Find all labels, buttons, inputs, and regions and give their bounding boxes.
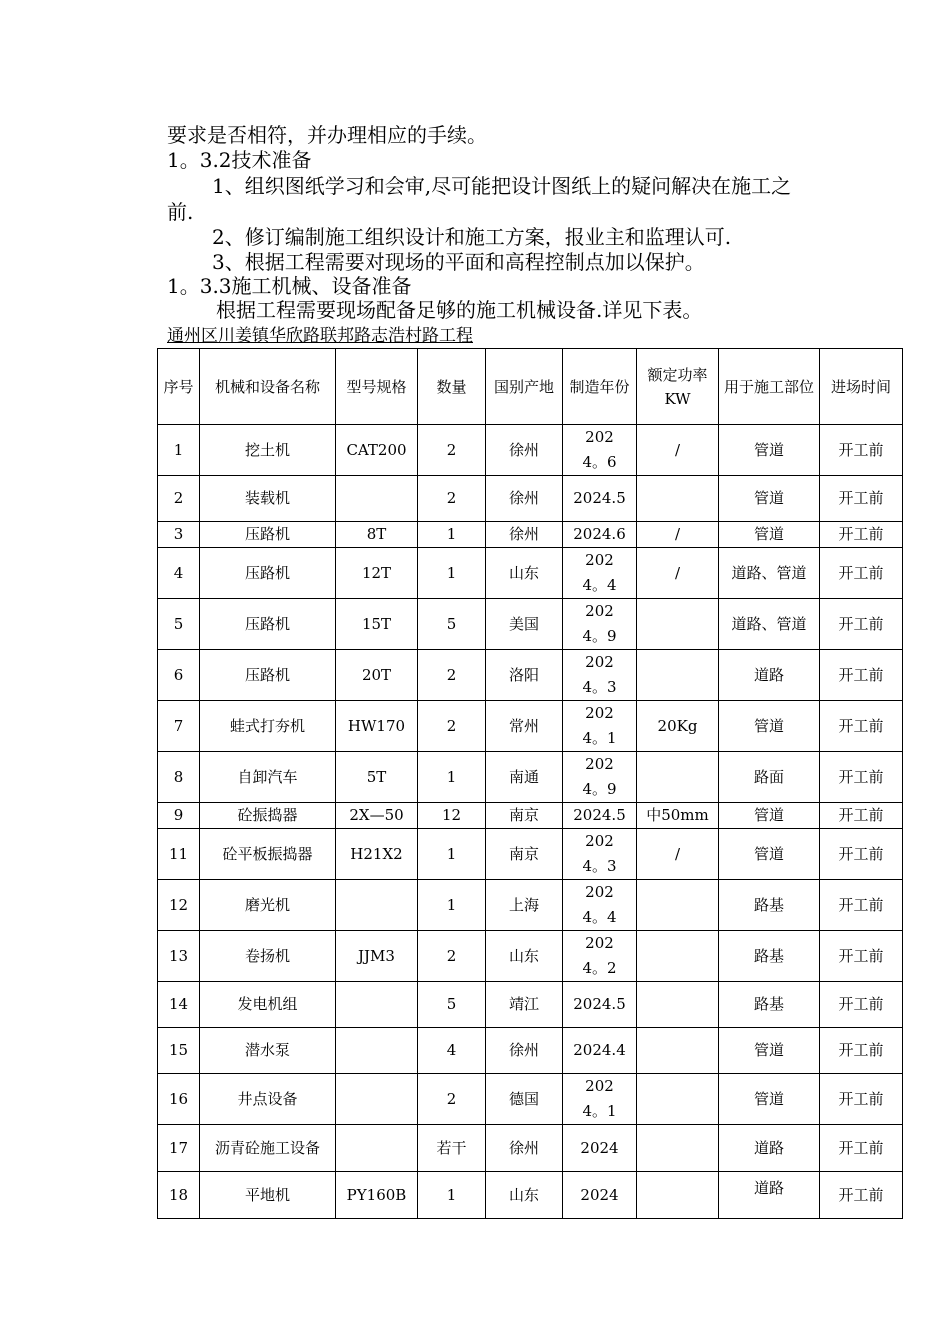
table-cell: 发电机组	[200, 982, 336, 1028]
table-cell	[637, 650, 719, 701]
section-heading: 1。3.3施工机械、设备准备	[167, 274, 412, 298]
table-row	[158, 522, 903, 548]
table-cell: 蛙式打夯机	[200, 701, 336, 752]
table-cell: 开工前	[820, 829, 903, 880]
table-cell: 山东	[486, 548, 563, 599]
paragraph-line: 2、修订编制施工组织设计和施工方案，报业主和监理认可.	[212, 225, 732, 249]
table-row	[158, 803, 903, 829]
table-cell: 2024.5	[563, 476, 637, 522]
table-cell: 砼振捣器	[200, 803, 336, 829]
table-cell: 18	[158, 1172, 200, 1219]
table-cell: 20T	[336, 650, 418, 701]
table-cell: 2024。6	[563, 425, 637, 476]
table-cell: 12	[418, 803, 486, 829]
table-cell	[637, 752, 719, 803]
table-cell	[336, 1028, 418, 1074]
table-cell: 17	[158, 1125, 200, 1172]
table-cell: 2024	[563, 1125, 637, 1172]
table-cell: HW170	[336, 701, 418, 752]
table-header-cell: 机械和设备名称	[200, 349, 336, 425]
table-cell: 道路	[719, 1125, 820, 1172]
table-cell: 路基	[719, 880, 820, 931]
table-cell: 1	[158, 425, 200, 476]
table-cell: 开工前	[820, 548, 903, 599]
table-cell: 开工前	[820, 752, 903, 803]
table-cell: 压路机	[200, 548, 336, 599]
table-cell: CAT200	[336, 425, 418, 476]
table-cell: 16	[158, 1074, 200, 1125]
table-cell	[637, 880, 719, 931]
table-row	[158, 1028, 903, 1074]
table-cell: 道路	[719, 650, 820, 701]
table-cell: 6	[158, 650, 200, 701]
table-header-cell: 进场时间	[820, 349, 903, 425]
table-row	[158, 425, 903, 476]
table-cell	[336, 1074, 418, 1125]
table-cell: 2	[418, 425, 486, 476]
table-cell: PY160B	[336, 1172, 418, 1219]
table-header-cell: 数量	[418, 349, 486, 425]
table-cell: 砼平板振捣器	[200, 829, 336, 880]
table-cell: 装载机	[200, 476, 336, 522]
table-cell: 2024。9	[563, 599, 637, 650]
table-header-cell: 型号规格	[336, 349, 418, 425]
table-cell: 2024。1	[563, 1074, 637, 1125]
table-cell: 12	[158, 880, 200, 931]
table-cell: 道路、管道	[719, 548, 820, 599]
table-cell: 山东	[486, 1172, 563, 1219]
table-cell: 南京	[486, 803, 563, 829]
table-cell: 4	[158, 548, 200, 599]
table-cell: 开工前	[820, 599, 903, 650]
table-cell: 管道	[719, 476, 820, 522]
table-cell: 11	[158, 829, 200, 880]
table-cell: 徐州	[486, 522, 563, 548]
table-cell: 管道	[719, 425, 820, 476]
table-row	[158, 931, 903, 982]
table-cell: 2024。9	[563, 752, 637, 803]
table-cell: H21X2	[336, 829, 418, 880]
table-cell	[336, 880, 418, 931]
table-cell: 8	[158, 752, 200, 803]
table-cell: 压路机	[200, 650, 336, 701]
table-cell: 开工前	[820, 982, 903, 1028]
table-cell: 开工前	[820, 1125, 903, 1172]
table-cell: 若干	[418, 1125, 486, 1172]
table-cell: 2	[158, 476, 200, 522]
table-cell: 2	[418, 476, 486, 522]
table-cell: 路基	[719, 982, 820, 1028]
table-cell: 开工前	[820, 701, 903, 752]
table-row	[158, 650, 903, 701]
table-cell: 管道	[719, 829, 820, 880]
table-cell	[637, 1172, 719, 1219]
table-cell: 7	[158, 701, 200, 752]
table-cell: 2024.6	[563, 522, 637, 548]
table-cell: 中50mm	[637, 803, 719, 829]
table-cell: 2	[418, 931, 486, 982]
table-cell: 2024。3	[563, 650, 637, 701]
table-header-cell: 额定功率KW	[637, 349, 719, 425]
table-cell: 美国	[486, 599, 563, 650]
table-cell: 管道	[719, 522, 820, 548]
table-cell: 9	[158, 803, 200, 829]
table-cell	[637, 982, 719, 1028]
table-cell: 5T	[336, 752, 418, 803]
table-cell: 自卸汽车	[200, 752, 336, 803]
paragraph-line: 要求是否相符，并办理相应的手续。	[167, 123, 487, 147]
table-cell: 2	[418, 1074, 486, 1125]
table-cell: 8T	[336, 522, 418, 548]
table-cell: 2X—50	[336, 803, 418, 829]
table-cell: 开工前	[820, 1172, 903, 1219]
table-row	[158, 982, 903, 1028]
table-cell: 压路机	[200, 522, 336, 548]
table-caption: 通州区川姜镇华欣路联邦路志浩村路工程	[167, 326, 473, 346]
table-cell: 靖江	[486, 982, 563, 1028]
table-cell: 磨光机	[200, 880, 336, 931]
table-cell: 1	[418, 522, 486, 548]
table-cell	[637, 599, 719, 650]
table-cell: 12T	[336, 548, 418, 599]
table-cell: 管道	[719, 803, 820, 829]
table-cell: 卷扬机	[200, 931, 336, 982]
table-cell: /	[637, 829, 719, 880]
table-cell: 徐州	[486, 425, 563, 476]
table-cell	[637, 476, 719, 522]
table-cell: 上海	[486, 880, 563, 931]
table-cell: 道路	[719, 1172, 820, 1219]
table-cell	[637, 1074, 719, 1125]
table-cell: 管道	[719, 701, 820, 752]
table-cell: 开工前	[820, 931, 903, 982]
table-cell: 开工前	[820, 425, 903, 476]
table-cell: 2024.4	[563, 1028, 637, 1074]
table-cell: 1	[418, 880, 486, 931]
table-cell: 开工前	[820, 522, 903, 548]
table-cell: 南京	[486, 829, 563, 880]
table-header-cell: 制造年份	[563, 349, 637, 425]
table-cell: 2024。4	[563, 880, 637, 931]
table-row	[158, 1125, 903, 1172]
table-cell: /	[637, 425, 719, 476]
table-cell: 开工前	[820, 1028, 903, 1074]
table-cell: 井点设备	[200, 1074, 336, 1125]
paragraph-line: 前.	[167, 200, 194, 224]
table-row	[158, 829, 903, 880]
table-cell: 沥青砼施工设备	[200, 1125, 336, 1172]
table-cell: 开工前	[820, 650, 903, 701]
table-cell: 开工前	[820, 803, 903, 829]
table-cell: 徐州	[486, 1125, 563, 1172]
table-cell: 20Kg	[637, 701, 719, 752]
table-cell: 平地机	[200, 1172, 336, 1219]
table-cell: 1	[418, 548, 486, 599]
table-cell	[637, 931, 719, 982]
table-row	[158, 701, 903, 752]
table-cell: 德国	[486, 1074, 563, 1125]
table-cell: 压路机	[200, 599, 336, 650]
table-cell: 路基	[719, 931, 820, 982]
table-cell: 2024.5	[563, 803, 637, 829]
table-cell: 2024。1	[563, 701, 637, 752]
table-cell: 徐州	[486, 476, 563, 522]
equipment-table	[157, 348, 903, 1219]
table-cell: 2024。2	[563, 931, 637, 982]
table-cell: 常州	[486, 701, 563, 752]
table-cell: 13	[158, 931, 200, 982]
table-cell	[336, 982, 418, 1028]
table-cell: 1	[418, 829, 486, 880]
table-cell: /	[637, 548, 719, 599]
paragraph-line: 根据工程需要现场配备足够的施工机械设备.详见下表。	[216, 298, 703, 322]
paragraph-line: 1、组织图纸学习和会审,尽可能把设计图纸上的疑问解决在施工之	[212, 174, 792, 198]
table-cell: 5	[418, 982, 486, 1028]
table-cell: /	[637, 522, 719, 548]
table-cell: 山东	[486, 931, 563, 982]
table-cell: 2024	[563, 1172, 637, 1219]
table-cell: 开工前	[820, 880, 903, 931]
table-cell: 1	[418, 1172, 486, 1219]
table-header-cell: 用于施工部位	[719, 349, 820, 425]
table-cell	[637, 1125, 719, 1172]
table-cell: 挖土机	[200, 425, 336, 476]
table-cell: 2024。3	[563, 829, 637, 880]
table-header-cell: 国别产地	[486, 349, 563, 425]
table-cell: 15T	[336, 599, 418, 650]
table-cell: 徐州	[486, 1028, 563, 1074]
table-cell	[336, 476, 418, 522]
table-row	[158, 548, 903, 599]
table-cell: 14	[158, 982, 200, 1028]
table-cell: 管道	[719, 1074, 820, 1125]
table-row	[158, 1172, 903, 1219]
table-cell	[637, 1028, 719, 1074]
section-heading: 1。3.2技术准备	[167, 148, 312, 172]
table-cell: 15	[158, 1028, 200, 1074]
table-cell: 开工前	[820, 1074, 903, 1125]
table-row	[158, 476, 903, 522]
table-cell: 5	[418, 599, 486, 650]
table-cell: 开工前	[820, 476, 903, 522]
table-row	[158, 752, 903, 803]
table-row	[158, 880, 903, 931]
table-cell: 管道	[719, 1028, 820, 1074]
table-header-row	[158, 349, 903, 425]
table-cell: 2024。4	[563, 548, 637, 599]
paragraph-line: 3、根据工程需要对现场的平面和高程控制点加以保护。	[212, 250, 705, 274]
table-row	[158, 1074, 903, 1125]
table-cell: 路面	[719, 752, 820, 803]
table-cell: 潜水泵	[200, 1028, 336, 1074]
table-header-cell: 序号	[158, 349, 200, 425]
table-cell: 2024.5	[563, 982, 637, 1028]
table-cell: 道路、管道	[719, 599, 820, 650]
table-cell: 5	[158, 599, 200, 650]
table-cell: JJM3	[336, 931, 418, 982]
table-cell: 4	[418, 1028, 486, 1074]
table-cell: 1	[418, 752, 486, 803]
table-cell: 2	[418, 650, 486, 701]
table-cell: 南通	[486, 752, 563, 803]
table-row	[158, 599, 903, 650]
table-cell: 2	[418, 701, 486, 752]
table-cell: 洛阳	[486, 650, 563, 701]
table-cell: 3	[158, 522, 200, 548]
table-cell	[336, 1125, 418, 1172]
